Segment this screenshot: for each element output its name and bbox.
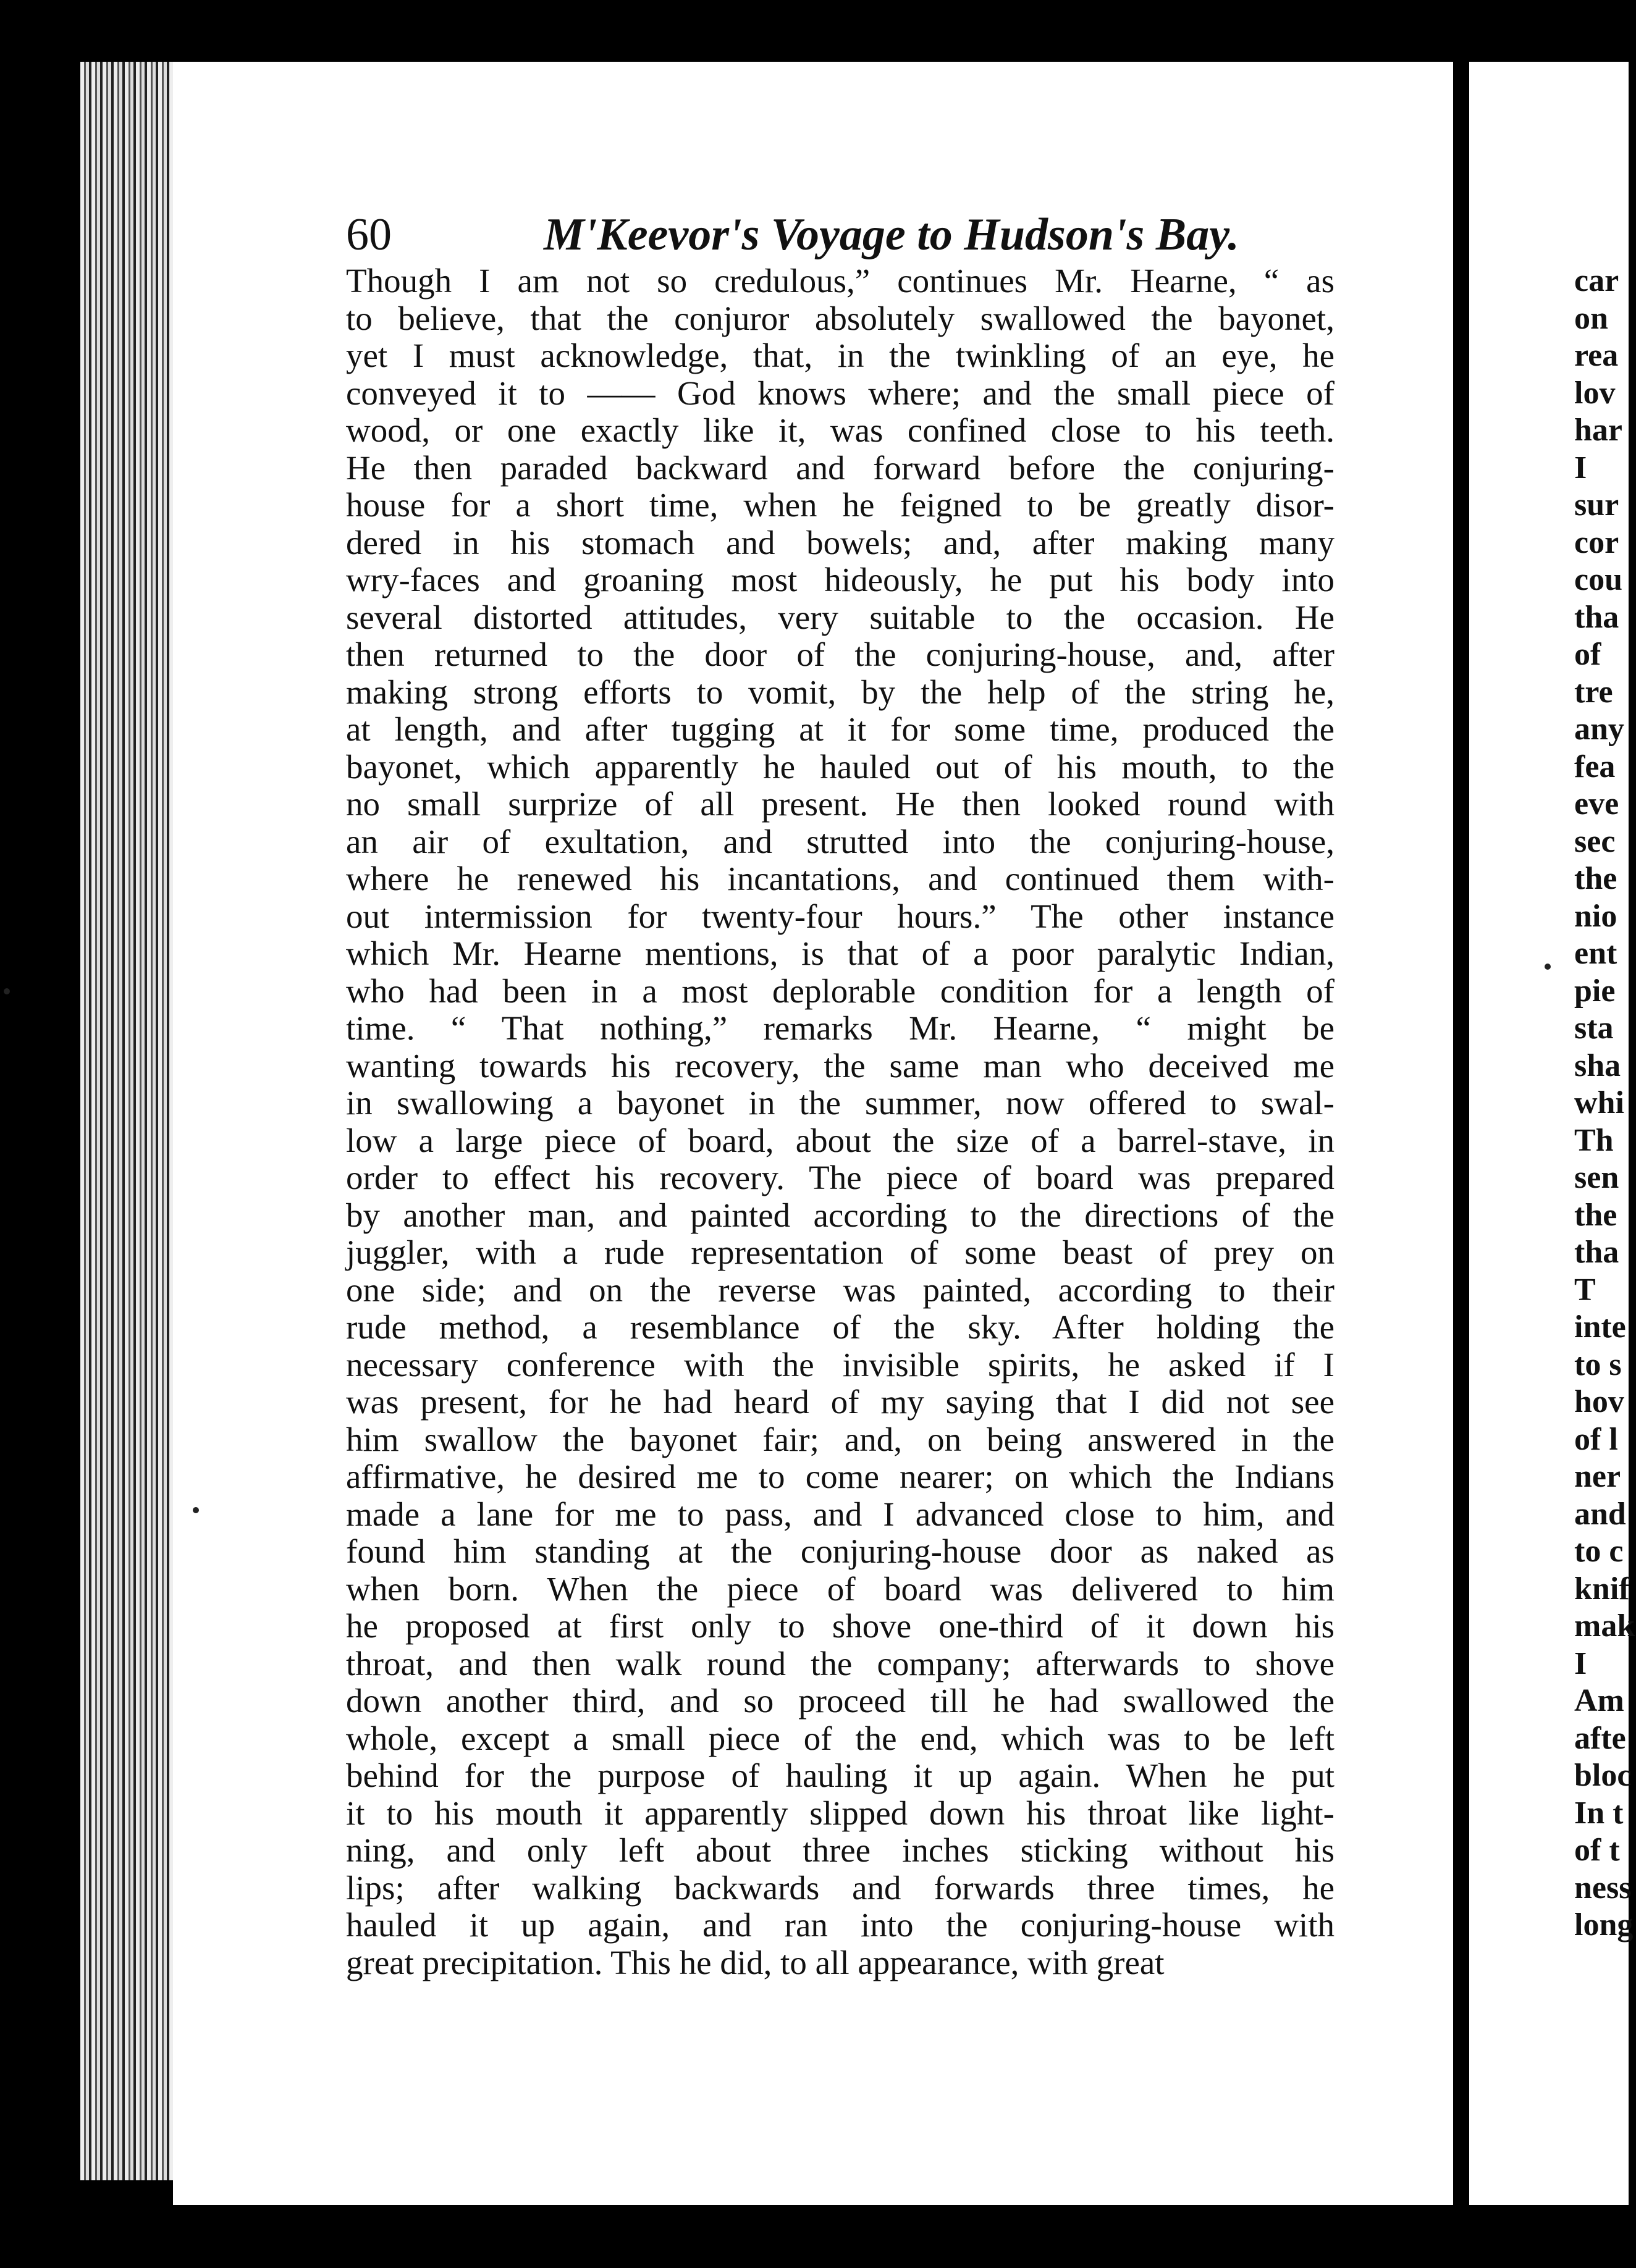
right-page-line-fragment: any [1574, 712, 1624, 747]
text-line: order to effect his recovery. The piece of board was prepared [346, 1159, 1335, 1196]
text-line: by another man, and painted according to the directions of the [346, 1196, 1335, 1234]
text-line: no small surprize of all present. He then looked round with [346, 785, 1335, 823]
right-page-line-fragment: to c [1574, 1534, 1624, 1569]
text-line: out intermission for twenty-four hours.” The other instance [346, 897, 1335, 935]
text-line: juggler, with a rude representation of some beast of prey on [346, 1233, 1335, 1271]
text-line: him swallow the bayonet fair; and, on being answered in the [346, 1420, 1335, 1458]
right-page-line-fragment: fea [1574, 749, 1616, 784]
text-line: bayonet, which apparently he hauled out of his mouth, to the [346, 747, 1335, 786]
text-line: wood, or one exactly like it, was confined close to his teeth. [346, 411, 1335, 449]
text-line: hauled it up again, and ran into the conjuring-house with [346, 1906, 1335, 1944]
right-page-line-fragment: bloc [1574, 1758, 1632, 1793]
right-page-fragments [1574, 262, 1636, 1944]
right-page-line-fragment: tre [1574, 674, 1613, 710]
text-line: he proposed at first only to shove one-third of it down his [346, 1607, 1335, 1645]
right-page-line-fragment: hov [1574, 1384, 1624, 1419]
text-line: then returned to the door of the conjuring-house, and, after [346, 636, 1335, 673]
right-page-line-fragment: and [1574, 1496, 1626, 1532]
right-page-line-fragment: of [1574, 637, 1601, 672]
text-line: affirmative, he desired me to come nearer; on which the Indians [346, 1458, 1335, 1495]
page-header [346, 207, 1335, 262]
text-line: which Mr. Hearne mentions, is that of a poor paralytic Indian, [346, 934, 1335, 972]
right-page-line-fragment: ner [1574, 1459, 1621, 1494]
right-page-line-fragment: the [1574, 1197, 1617, 1233]
text-line: ning, and only left about three inches sticking without his [346, 1831, 1335, 1869]
right-page-line-fragment: T [1574, 1272, 1596, 1308]
right-page-line-fragment: whi [1574, 1085, 1624, 1120]
text-line: necessary conference with the invisible spirits, he asked if I [346, 1345, 1335, 1384]
right-page-line-fragment: tha [1574, 599, 1619, 635]
right-page-line-fragment: Am [1574, 1683, 1624, 1718]
right-page-line-fragment: sur [1574, 487, 1619, 523]
text-line: an air of exultation, and strutted into the conjuring-house, [346, 822, 1335, 860]
right-page-line-fragment: har [1574, 413, 1622, 448]
text-line: yet I must acknowledge, that, in the twinkling of an eye, he [346, 337, 1335, 374]
text-line: Though I am not so credulous,” continues Mr. Hearne, “ as [346, 262, 1335, 300]
text-line: lips; after walking backwards and forwards three times, he [346, 1868, 1335, 1907]
text-line: throat, and then walk round the company; afterwards to shove [346, 1644, 1335, 1682]
text-line: house for a short time, when he feigned to be greatly disor- [346, 486, 1335, 524]
right-page-line-fragment: mak [1574, 1608, 1635, 1644]
right-page-line-fragment: rea [1574, 338, 1619, 373]
page-number: 60 [346, 209, 392, 260]
text-line: down another third, and so proceed till he had swallowed the [346, 1682, 1335, 1720]
text-line: making strong efforts to vomit, by the help of the string he, [346, 673, 1335, 711]
right-page-line-fragment: eve [1574, 786, 1619, 821]
right-page-line-fragment: cor [1574, 524, 1619, 560]
right-page-line-fragment: nio [1574, 898, 1617, 934]
right-page-line-fragment: sec [1574, 823, 1616, 859]
text-line: to believe, that the conjuror absolutely swallowed the bayonet, [346, 299, 1335, 337]
text-line: was present, for he had heard of my saying that I did not see [346, 1383, 1335, 1421]
text-line: at length, and after tugging at it for some time, produced the [346, 710, 1335, 748]
text-line: behind for the purpose of hauling it up again. When he put [346, 1757, 1335, 1794]
right-page-line-fragment: I [1574, 1645, 1587, 1681]
ink-speck [193, 1507, 199, 1513]
text-line: in swallowing a bayonet in the summer, now offered to swal- [346, 1084, 1335, 1122]
right-page-line-fragment: inte [1574, 1309, 1626, 1345]
right-page-line-fragment: lov [1574, 375, 1616, 411]
text-line: He then paraded backward and forward before the conjuring- [346, 448, 1335, 487]
right-page-line-fragment: Th [1574, 1122, 1614, 1158]
text-line: when born. When the piece of board was delivered to him [346, 1569, 1335, 1608]
text-line: where he renewed his incantations, and continued them with- [346, 860, 1335, 897]
text-line: conveyed it to —— God knows where; and the small piece of [346, 374, 1335, 412]
right-page-line-fragment: tha [1574, 1235, 1619, 1270]
right-page-line-fragment: ness [1574, 1870, 1632, 1905]
right-page-line-fragment: of l [1574, 1421, 1618, 1457]
right-page-line-fragment: pie [1574, 973, 1616, 1009]
right-page-line-fragment: car [1574, 263, 1619, 298]
text-line: time. “ That nothing,” remarks Mr. Hearne, “ might be [346, 1009, 1335, 1047]
text-line: great precipitation. This he did, to all appearance, with great [346, 1943, 1165, 1981]
text-line: who had been in a most deplorable condition for a length of [346, 972, 1335, 1010]
right-page-line-fragment: cou [1574, 562, 1622, 597]
running-head: M'Keevor's Voyage to Hudson's Bay. [544, 209, 1239, 260]
right-page-line-fragment: long [1574, 1907, 1634, 1942]
right-page-line-fragment: sha [1574, 1048, 1621, 1083]
text-line: found him standing at the conjuring-house door as naked as [346, 1532, 1335, 1570]
text-line: made a lane for me to pass, and I advanced close to him, and [346, 1495, 1335, 1533]
text-line: low a large piece of board, about the size of a barrel-stave, in [346, 1121, 1335, 1159]
text-line: wry-faces and groaning most hideously, he put his body into [346, 561, 1335, 598]
text-line: one side; and on the reverse was painted, according to their [346, 1270, 1335, 1309]
text-line: several distorted attitudes, very suitable to the occasion. He [346, 598, 1335, 636]
ink-speck [4, 988, 10, 994]
ink-speck [1545, 964, 1551, 970]
right-page-line-fragment: sta [1574, 1010, 1614, 1046]
right-page-line-fragment: I [1574, 450, 1587, 485]
right-page-line-fragment: the [1574, 861, 1617, 896]
right-page-line-fragment: In t [1574, 1795, 1624, 1831]
right-page-line-fragment: knif [1574, 1571, 1630, 1606]
right-page-line-fragment: on [1574, 300, 1608, 336]
text-line: whole, except a small piece of the end, which was to be left [346, 1719, 1335, 1757]
text-line: dered in his stomach and bowels; and, after making many [346, 523, 1335, 561]
right-page-line-fragment: to s [1574, 1346, 1622, 1382]
right-page-line-fragment: sen [1574, 1160, 1619, 1195]
text-line: rude method, a resemblance of the sky. After holding the [346, 1308, 1335, 1346]
right-page-line-fragment: ent [1574, 936, 1617, 971]
right-page-line-fragment: of t [1574, 1833, 1620, 1868]
right-page-line-fragment: afte [1574, 1720, 1626, 1756]
book-gutter-edges [80, 62, 179, 2180]
text-line: wanting towards his recovery, the same man who deceived me [346, 1046, 1335, 1085]
text-line: it to his mouth it apparently slipped down his throat like light- [346, 1794, 1335, 1832]
body-text [346, 262, 1335, 1981]
